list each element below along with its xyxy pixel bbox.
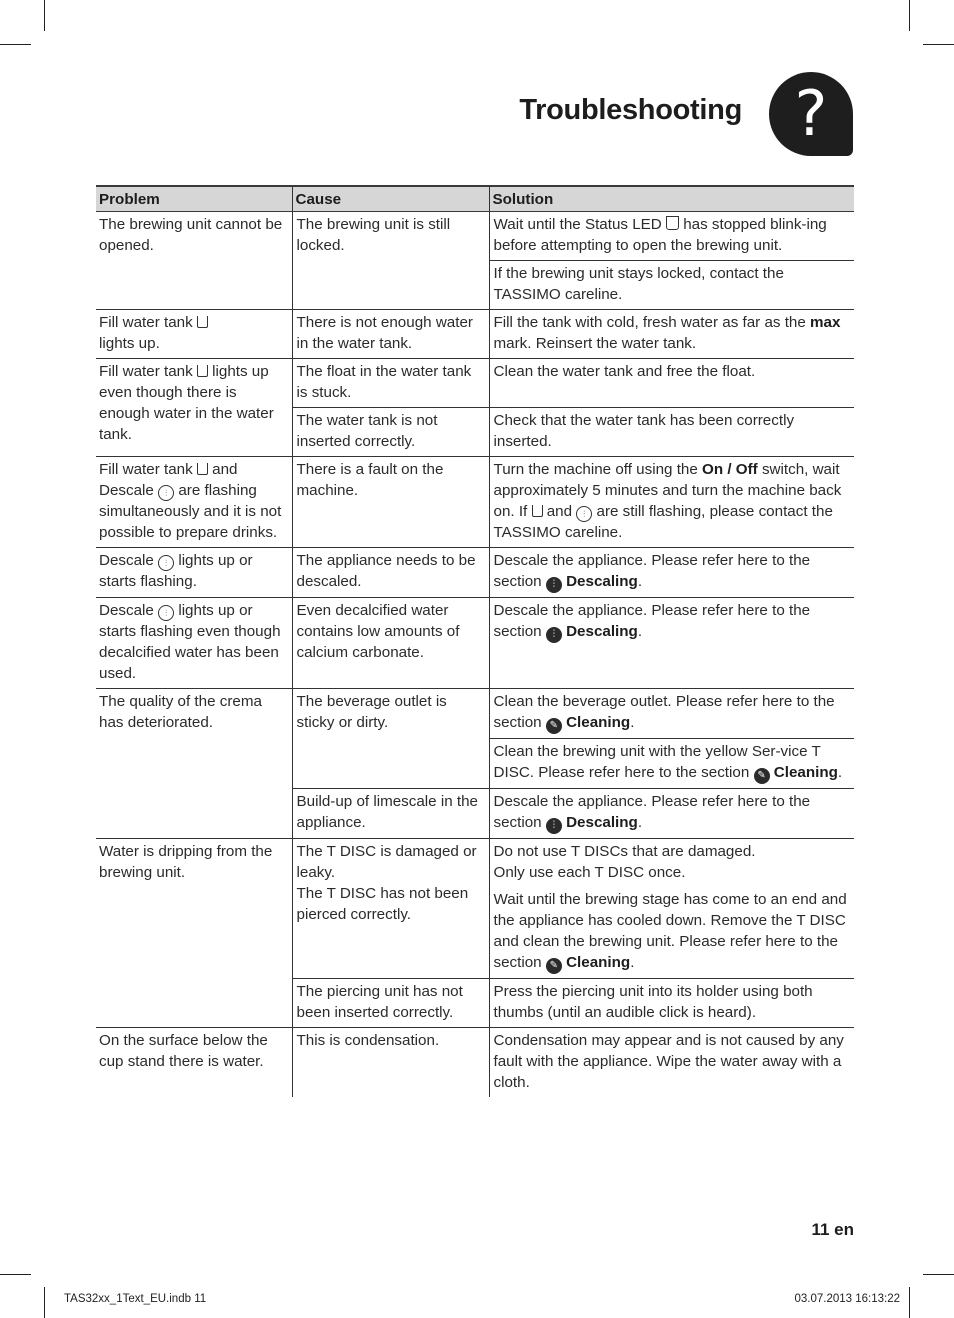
problem-text: lights up.: [99, 335, 160, 352]
descale-icon: ⫶: [546, 577, 562, 593]
solution-text: Do not use T DISCs that are damaged.: [493, 843, 756, 860]
solution-text: .: [637, 573, 643, 590]
cup-led-icon: [666, 216, 679, 230]
problem-cell: On the surface below the cup stand there is water.: [99, 1032, 268, 1070]
header-cause: Cause: [292, 186, 489, 212]
solution-cell: [489, 839, 854, 979]
cause-cell: This is condensation.: [292, 1028, 489, 1098]
problem-text: Fill water tank: [99, 461, 197, 478]
water-tank-icon: [197, 463, 208, 475]
solution-cell: [489, 548, 854, 598]
problem-cell: The brewing unit cannot be opened.: [96, 212, 292, 310]
solution-cell: Press the piercing unit into its holder using both thumbs (until an audible click is heard).: [489, 979, 854, 1028]
header-problem: Problem: [96, 186, 292, 212]
solution-text: mark. Reinsert the water tank.: [493, 335, 697, 352]
problem-cell: The quality of the crema has deteriorated.: [96, 689, 292, 839]
solution-bold: Descaling: [566, 814, 638, 831]
table-row: [96, 548, 854, 598]
cause-cell: The water tank is not inserted correctly.: [292, 408, 489, 457]
problem-cell: [96, 457, 292, 548]
crop-mark: [0, 1274, 31, 1275]
solution-text: Only use each T DISC once.: [493, 864, 686, 881]
water-tank-icon: [197, 365, 208, 377]
solution-text: .: [630, 954, 635, 971]
solution-cell: If the brewing unit stays locked, contact the TASSIMO careline.: [489, 261, 854, 310]
crop-mark: [923, 44, 954, 45]
problem-text: are flashing simultaneously and it is not possible to prepare drinks.: [99, 482, 282, 541]
problem-cell: [96, 359, 292, 457]
solution-cell: Check that the water tank has been correctly inserted.: [489, 408, 854, 457]
solution-text: Descale the appliance. Please refer here to the section: [493, 793, 811, 831]
table-row: [96, 839, 854, 979]
solution-bold: Descaling: [566, 573, 638, 590]
cause-cell: The beverage outlet is sticky or dirty.: [292, 689, 489, 789]
solution-text: has stopped blink-ing before attempting to open the brewing unit.: [493, 216, 827, 254]
solution-bold: max: [810, 314, 841, 331]
problem-text: lights up even though there is enough water in the water tank.: [99, 363, 274, 443]
problem-text: and Descale: [99, 461, 238, 499]
solution-bold: Descaling: [566, 623, 638, 640]
solution-text: .: [837, 764, 843, 781]
problem-text: lights up or starts flashing even though decalcified water has been used.: [99, 602, 281, 682]
solution-text: Wait until the brewing stage has come to an end and the appliance has cooled down. Remove the T DISC and clean the brewing unit. Please refer here to the section: [493, 891, 847, 971]
page-title: Troubleshooting: [519, 94, 742, 126]
table-row: [96, 457, 854, 548]
water-tank-icon: [532, 505, 543, 517]
problem-cell: [96, 598, 292, 689]
solution-text: .: [637, 814, 643, 831]
solution-text: Turn the machine off using the: [493, 461, 703, 478]
solution-bold: Cleaning: [566, 954, 631, 971]
footer-timestamp: 03.07.2013 16:13:22: [794, 1293, 900, 1305]
problem-text: lights up or starts flashing.: [99, 552, 253, 590]
descale-icon: ⫶: [158, 485, 174, 501]
cleaning-icon: ✎: [546, 958, 562, 974]
solution-text: and: [542, 503, 577, 520]
solution-cell: [489, 789, 854, 839]
cause-cell: The brewing unit is still locked.: [292, 212, 489, 310]
problem-text: Descale: [99, 602, 159, 619]
solution-cell: [489, 598, 854, 689]
page-number: 11 en: [811, 1220, 854, 1239]
problem-cell: [96, 548, 292, 598]
solution-bold: On / Off: [702, 461, 758, 478]
table-row: [96, 212, 854, 261]
descale-icon: ⫶: [158, 555, 174, 571]
crop-mark: [909, 1287, 910, 1318]
table-row: [96, 359, 854, 408]
solution-cell: [489, 739, 854, 789]
solution-bold: Cleaning: [773, 764, 838, 781]
problem-text: Fill water tank: [99, 363, 197, 380]
cause-cell: The piercing unit has not been inserted correctly.: [292, 979, 489, 1028]
table-row: [96, 598, 854, 689]
crop-mark: [44, 0, 45, 31]
cause-text: The T DISC has not been pierced correctly.: [296, 885, 469, 923]
solution-cell: Condensation may appear and is not caused by any fault with the appliance. Wipe the water away with a cloth.: [489, 1028, 854, 1098]
header-solution: Solution: [489, 186, 854, 212]
problem-text: Fill water tank: [99, 314, 197, 331]
cause-cell: Build-up of limescale in the appliance.: [292, 789, 489, 839]
crop-mark: [923, 1274, 954, 1275]
solution-text: .: [637, 623, 643, 640]
table-row: [96, 1028, 854, 1098]
descale-icon: ⫶: [576, 506, 592, 522]
solution-cell: Clean the water tank and free the float.: [489, 359, 854, 408]
cause-cell: There is a fault on the machine.: [292, 457, 489, 548]
problem-cell: Water is dripping from the brewing unit.: [96, 839, 292, 1028]
cause-cell: There is not enough water in the water tank.: [292, 310, 489, 359]
question-mark-icon: ?: [769, 72, 853, 156]
troubleshooting-table: [96, 185, 854, 1097]
solution-cell: [489, 689, 854, 739]
crop-mark: [44, 1287, 45, 1318]
cause-cell: Even decalcified water contains low amounts of calcium carbonate.: [292, 598, 489, 689]
cause-cell: The float in the water tank is stuck.: [292, 359, 489, 408]
descale-icon: ⫶: [546, 627, 562, 643]
water-tank-icon: [197, 316, 208, 328]
solution-cell: [489, 457, 854, 548]
solution-text: .: [630, 714, 635, 731]
cleaning-icon: ✎: [546, 718, 562, 734]
descale-icon: ⫶: [158, 605, 174, 621]
problem-text: Descale: [99, 552, 159, 569]
cause-cell: [292, 839, 489, 979]
problem-cell: [96, 310, 292, 359]
descale-icon: ⫶: [546, 818, 562, 834]
solution-text: Clean the brewing unit with the yellow Ser-vice T DISC. Please refer here to the section: [493, 743, 821, 781]
footer-file-name: TAS32xx_1Text_EU.indb 11: [64, 1293, 207, 1305]
solution-text: Clean the beverage outlet. Please refer here to the section: [493, 693, 835, 731]
solution-text: Wait until the Status LED: [493, 216, 666, 233]
solution-bold: Cleaning: [566, 714, 631, 731]
solution-text: Fill the tank with cold, fresh water as far as the: [493, 314, 811, 331]
cause-cell: The appliance needs to be descaled.: [292, 548, 489, 598]
cleaning-icon: ✎: [754, 768, 770, 784]
crop-mark: [909, 0, 910, 31]
solution-text: are still flashing, please contact the TASSIMO careline.: [493, 503, 833, 541]
table-row: [96, 310, 854, 359]
solution-text: Descale the appliance. Please refer here to the section: [493, 552, 811, 590]
table-header-row: [96, 186, 854, 212]
solution-text: switch, wait approximately 5 minutes and turn the machine back on. If: [493, 461, 842, 520]
solution-cell: [489, 212, 854, 261]
cause-text: The T DISC is damaged or leaky.: [296, 843, 477, 881]
table-row: [96, 689, 854, 739]
crop-mark: [0, 44, 31, 45]
solution-cell: [489, 310, 854, 359]
solution-text: Descale the appliance. Please refer here to the section: [493, 602, 811, 640]
